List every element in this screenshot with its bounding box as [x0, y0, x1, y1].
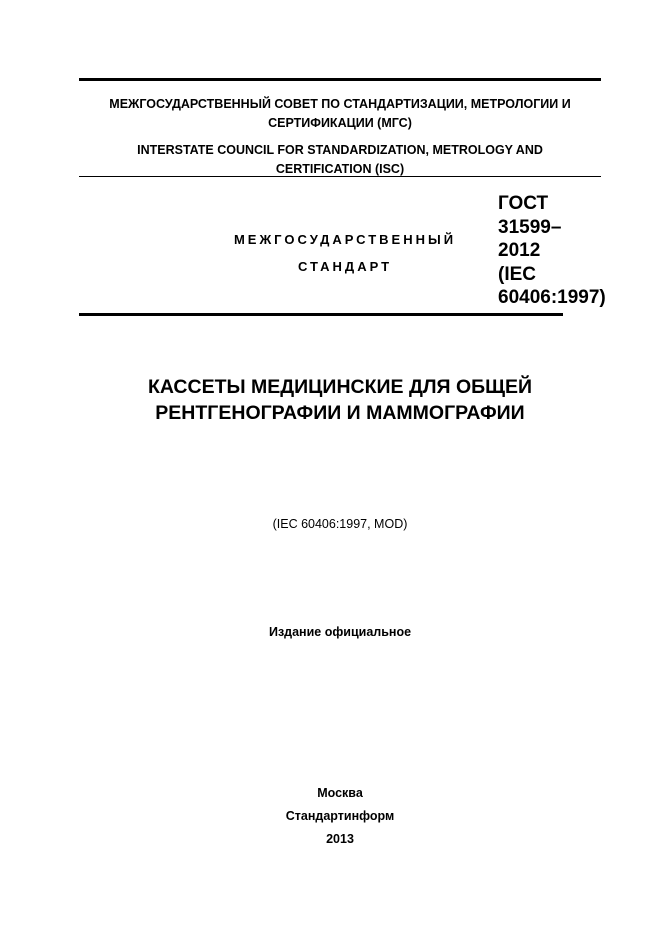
standard-kind-line-2: СТАНДАРТ: [297, 259, 393, 274]
imprint-year: 2013: [326, 832, 354, 846]
document-title: [79, 374, 601, 426]
bottom-rule: [79, 313, 563, 316]
imprint-city: Москва: [317, 786, 363, 800]
standard-kind: [215, 226, 475, 280]
council-name-russian: [79, 95, 601, 133]
gost-code-line-2: 31599–: [498, 216, 562, 238]
title-line-1: КАССЕТЫ МЕДИЦИНСКИЕ ДЛЯ ОБЩЕЙ: [147, 376, 533, 398]
middle-rule: [79, 176, 601, 177]
top-rule: [79, 78, 601, 81]
iec-reference: (IEC 60406:1997, MOD): [272, 517, 408, 531]
council-ru-line-2: СЕРТИФИКАЦИИ (МГС): [268, 116, 412, 130]
imprint-publisher: Стандартинформ: [285, 809, 395, 823]
council-en-line-2: CERTIFICATION (ISC): [275, 162, 405, 176]
gost-code-line-3: 2012: [498, 240, 541, 261]
imprint: [79, 782, 601, 851]
gost-designation: [498, 192, 648, 310]
gost-code-line-1: ГОСТ: [498, 193, 549, 214]
title-line-2: РЕНТГЕНОГРАФИИ И МАММОГРАФИИ: [155, 402, 525, 424]
gost-code-line-4: (IEC: [498, 263, 536, 285]
council-name-english: [79, 141, 601, 179]
standard-kind-line-1: МЕЖГОСУДАРСТВЕННЫЙ: [233, 232, 457, 247]
council-ru-line-1: МЕЖГОСУДАРСТВЕННЫЙ СОВЕТ ПО СТАНДАРТИЗАЦИИ, МЕТРОЛОГИИ И: [109, 97, 571, 111]
council-en-line-1: INTERSTATE COUNCIL FOR STANDARDIZATION, METROLOGY AND: [137, 143, 543, 157]
edition-note: Издание официальное: [268, 625, 412, 639]
gost-code-line-5: 60406:1997): [498, 287, 606, 308]
